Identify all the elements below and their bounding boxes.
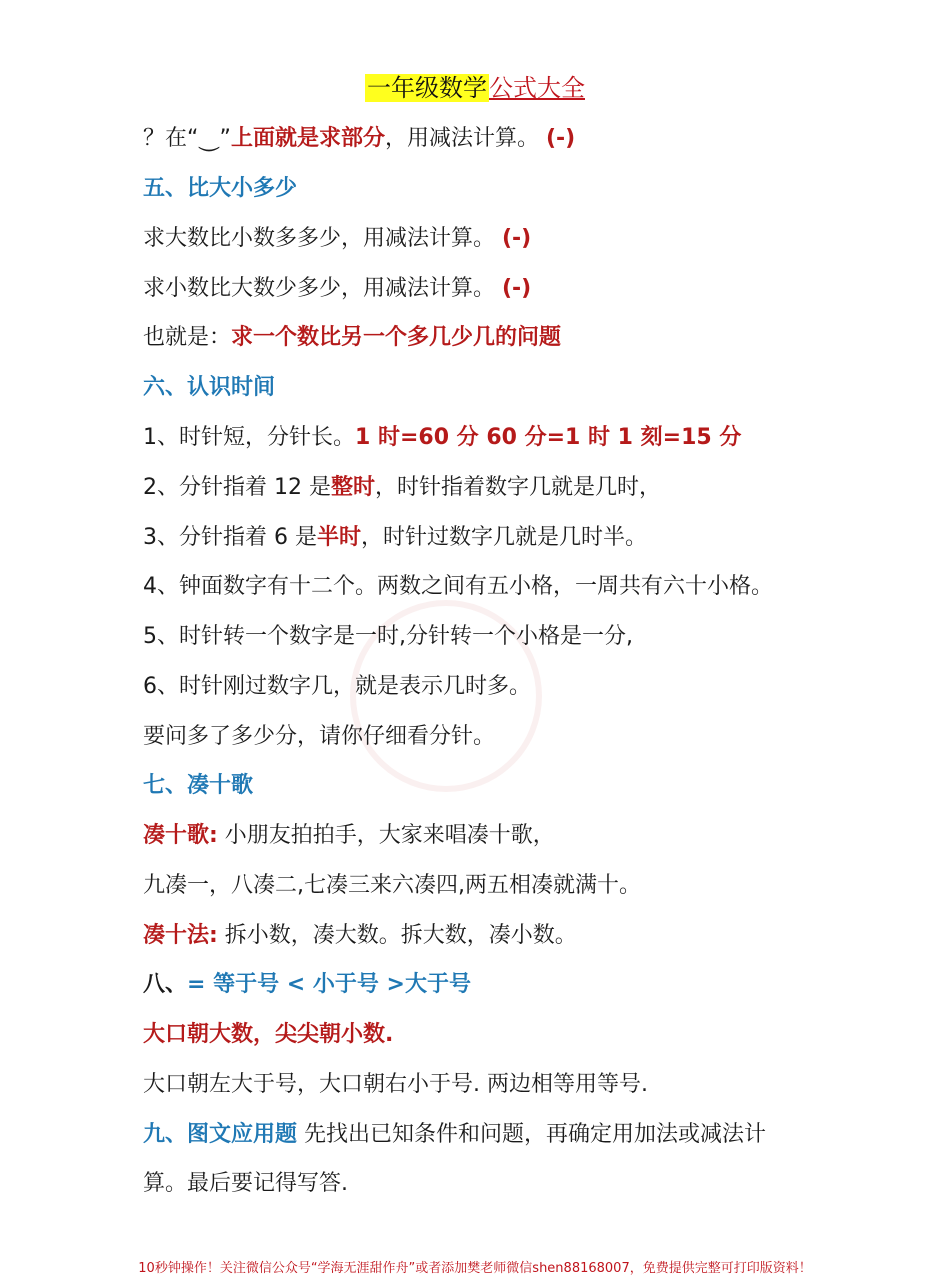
line-6b: 2、分针指着 12 是整时，时针指着数字几就是几时， <box>143 475 662 500</box>
line-9b: 算。最后要记得写答. <box>143 1171 348 1196</box>
line-6a: 1、时针短，分针长。1 时=60 分 60 分=1 时 1 刻=15 分 <box>143 425 742 450</box>
section-heading-5: 五、比大小多少 <box>143 176 298 201</box>
line-7a: 凑十歌: 小朋友拍拍手，大家来唱凑十歌， <box>143 823 555 848</box>
page-title <box>0 68 950 108</box>
line-8b: 大口朝左大于号，大口朝右小于号. 两边相等用等号. <box>143 1072 648 1097</box>
line-7b: 九凑一，八凑二,七凑三来六凑四,两五相凑就满十。 <box>143 873 641 898</box>
section-heading-8: 八、= 等于号 < 小于号 >大于号 <box>143 972 471 997</box>
section-heading-9: 九、图文应用题 先找出已知条件和问题，再确定用加法或减法计 <box>143 1122 767 1147</box>
section-heading-7: 七、凑十歌 <box>143 773 254 798</box>
line-6c: 3、分针指着 6 是半时，时针过数字几就是几时半。 <box>143 525 648 550</box>
section-heading-6: 六、认识时间 <box>143 375 276 400</box>
line-6e: 5、时针转一个数字是一时,分针转一个小格是一分, <box>143 624 633 649</box>
title-highlight: 一年级数学 <box>367 74 487 102</box>
line-6d: 4、钟面数字有十二个。两数之间有五小格，一周共有六十小格。 <box>143 574 773 599</box>
footer-promo: 10秒钟操作！关注微信公众号“学海无涯甜作舟”或者添加樊老师微信shen88168007，免费提供完整可打印版资料！ <box>138 1261 812 1276</box>
line-5b: 求小数比大数少多少，用减法计算。 (-) <box>143 276 532 301</box>
line-8a: 大口朝大数，尖尖朝小数. <box>143 1022 394 1047</box>
line-6g: 要问多了多少分，请你仔细看分针。 <box>143 724 496 749</box>
line-7c: 凑十法: 拆小数，凑大数。拆大数，凑小数。 <box>143 923 577 948</box>
line-5a: 求大数比小数多多少，用减法计算。 (-) <box>143 226 532 251</box>
line-6f: 6、时针刚过数字几，就是表示几时多。 <box>143 674 531 699</box>
line-part-rule: ？在“⏝”上面就是求部分，用减法计算。 (-) <box>143 126 576 151</box>
title-underline: 公式大全 <box>489 74 585 102</box>
line-5c: 也就是：求一个数比另一个多几少几的问题 <box>143 325 562 350</box>
